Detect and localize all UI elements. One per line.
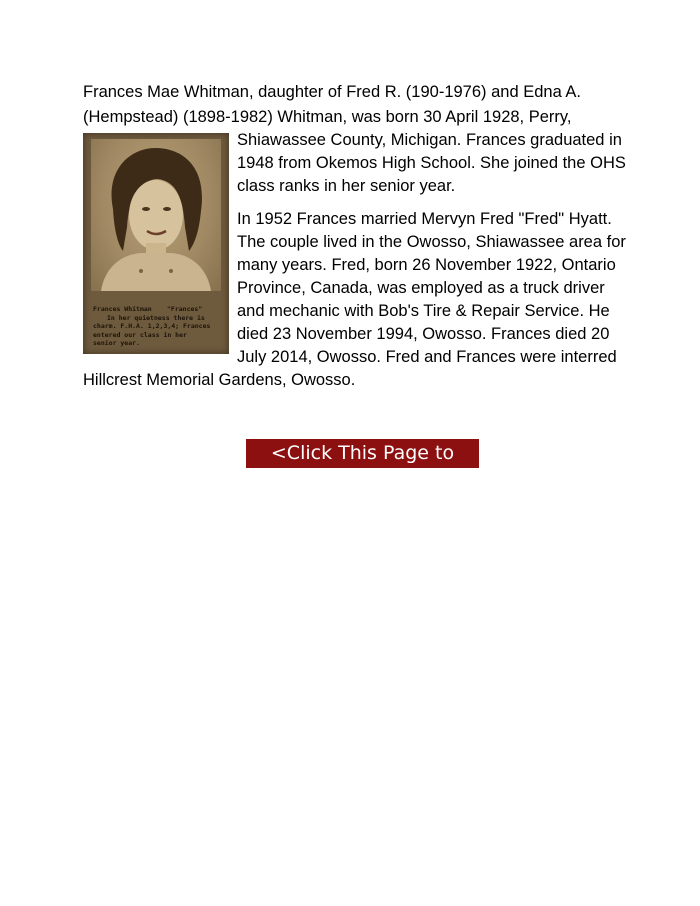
yearbook-line: In her quietness there is <box>107 313 205 322</box>
portrait-image <box>91 139 221 291</box>
paragraph2-line: July 2014, Owosso. Fred and Frances were interred <box>237 348 617 366</box>
paragraph2-line: died 23 November 1994, Owosso. Frances died 20 <box>237 325 610 343</box>
yearbook-line: entered our class in her <box>93 330 187 339</box>
yearbook-name: Frances Whitman <box>93 305 152 313</box>
paragraph2-line: The couple lived in the Owosso, Shiawassee area for <box>237 233 626 251</box>
paragraph1-line: 1948 from Okemos High School. She joined the OHS <box>237 154 626 172</box>
paragraph1-line: class ranks in her senior year. <box>237 177 456 195</box>
paragraph2-last-line: Hillcrest Memorial Gardens, Owosso. <box>83 371 356 389</box>
intro-line-2: (Hempstead) (1898-1982) Whitman, was born 30 April 1928, Perry, <box>83 108 572 126</box>
intro-line-1: Frances Mae Whitman, daughter of Fred R. (190-1976) and Edna A. <box>83 83 582 101</box>
yearbook-photo <box>83 133 229 354</box>
paragraph2-line: many years. Fred, born 26 November 1922, Ontario <box>237 256 616 274</box>
paragraph2-line: In 1952 Frances married Mervyn Fred "Fred" Hyatt. <box>237 210 612 228</box>
yearbook-line: charm. F.H.A. 1,2,3,4; Frances <box>93 322 211 330</box>
yearbook-line: senior year. <box>93 339 140 347</box>
yearbook-nickname: "Frances" <box>167 305 203 313</box>
print-page-link[interactable]: <Click This Page to Print> <box>246 439 479 468</box>
paragraph2-line: Province, Canada, was employed as a truck driver <box>237 279 605 297</box>
paragraph1-line: Shiawassee County, Michigan. Frances graduated in <box>237 131 622 149</box>
yearbook-caption <box>93 305 229 348</box>
paragraph2-line: and mechanic with Bob's Tire & Repair Service. He <box>237 302 610 320</box>
